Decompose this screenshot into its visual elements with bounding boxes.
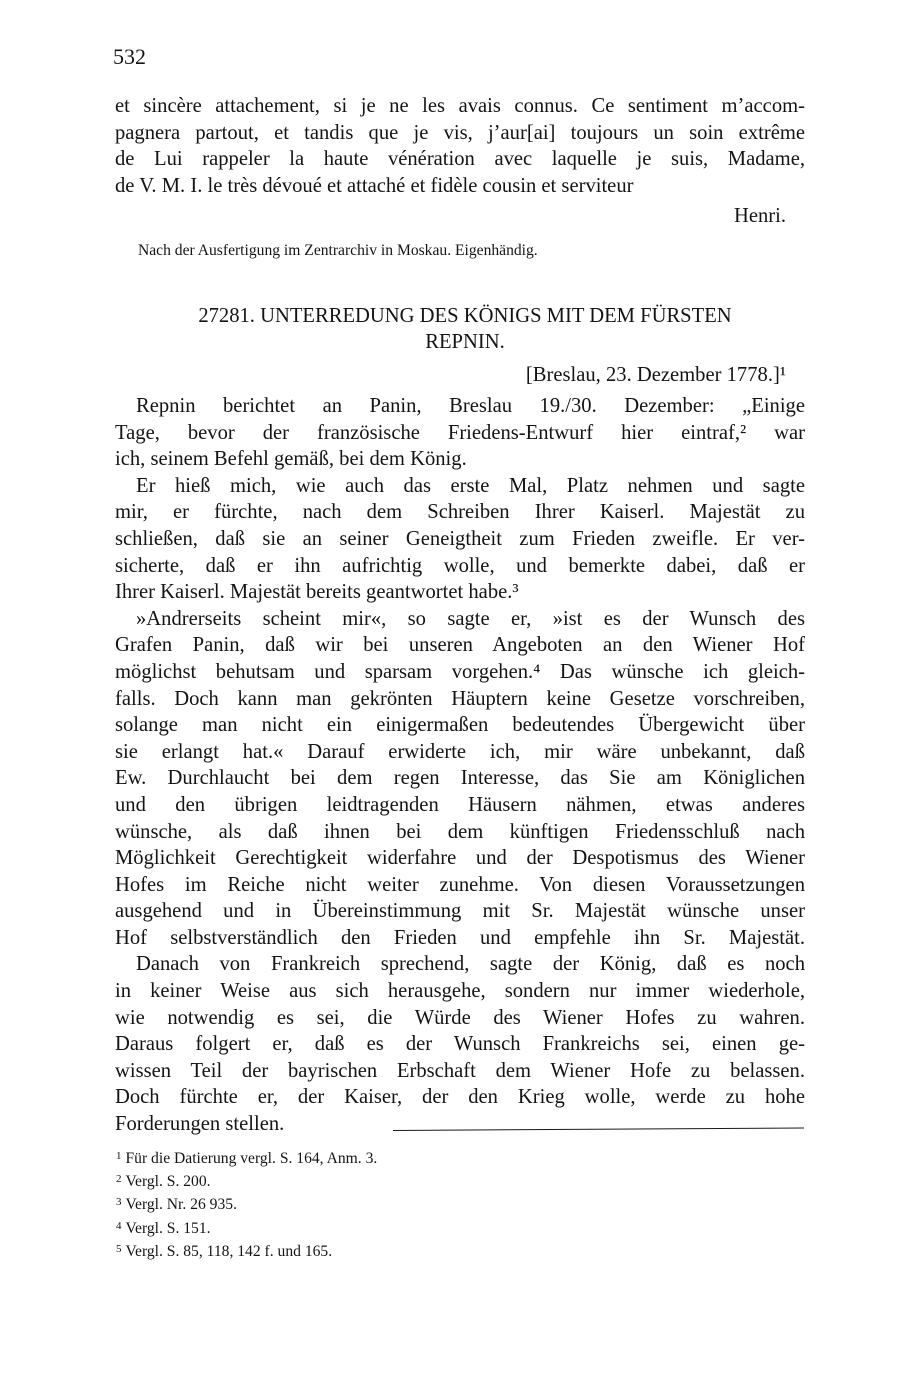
text-line: ich, seinem Befehl gemäß, bei dem König. bbox=[115, 448, 467, 471]
paragraph-3 bbox=[115, 606, 805, 952]
text-line: Forderungen stellen. bbox=[115, 1113, 285, 1136]
footnote-mark: 1 bbox=[116, 1150, 122, 1162]
document-dateline: [Breslau, 23. Dezember 1778.]¹ bbox=[525, 364, 786, 386]
footnote-text: Vergl. Nr. 26 935. bbox=[125, 1196, 237, 1214]
letter-signature: Henri. bbox=[733, 205, 786, 227]
text-line: Repnin berichtet an Panin, Breslau 19./30. Dezember: „Einige bbox=[136, 395, 805, 417]
source-note: Nach der Ausfertigung im Zentrarchiv in Moskau. Eigenhändig. bbox=[138, 242, 538, 259]
text-line: pagnera partout, et tandis que je vis, j’aur[ai] toujours un soin extrême bbox=[115, 121, 805, 144]
text-line: Daraus folgert er, daß es der Wunsch Frankreichs sei, einen ge- bbox=[115, 1033, 805, 1056]
text-line: mir, er fürchte, nach dem Schreiben Ihrer Kaiserl. Majestät zu bbox=[115, 501, 805, 524]
footnote-text: Vergl. S. 151. bbox=[125, 1219, 211, 1237]
footnote-mark: 3 bbox=[116, 1196, 122, 1209]
text-line: Tage, bevor der französische Friedens-Entwurf hier eintraf,² war bbox=[115, 421, 805, 444]
footnote bbox=[116, 1215, 716, 1238]
text-line: Ihrer Kaiserl. Majestät bereits geantwortet habe.³ bbox=[115, 581, 519, 604]
text-line: et sincère attachement, si je ne les avais connus. Ce sentiment m’accom- bbox=[115, 95, 805, 117]
text-line: Danach von Frankreich sprechend, sagte der König, daß es noch bbox=[136, 953, 805, 976]
letter-closing-text bbox=[115, 93, 805, 199]
text-line: und den übrigen leidtragenden Häusern nähmen, etwas anderes bbox=[115, 793, 805, 816]
footnote-text: Vergl. S. 85, 118, 142 f. und 165. bbox=[125, 1242, 333, 1260]
footnote bbox=[116, 1168, 716, 1191]
footnote bbox=[116, 1238, 716, 1261]
text-line: de Lui rappeler la haute vénération avec laquelle je suis, Madame, bbox=[115, 148, 805, 171]
footnotes bbox=[116, 1145, 716, 1261]
text-line: de V. M. I. le très dévoué et attaché et fidèle cousin et serviteur bbox=[115, 174, 634, 197]
paragraph-2 bbox=[115, 473, 805, 606]
text-line: Möglichkeit Gerechtigkeit widerfahre und der Despotismus des Wiener bbox=[115, 847, 805, 870]
paragraph-4 bbox=[115, 951, 805, 1137]
footnote-text: Für die Datierung vergl. S. 164, Anm. 3. bbox=[125, 1150, 378, 1167]
text-line: ausgehend und in Übereinstimmung mit Sr. Majestät wünsche unser bbox=[115, 900, 805, 923]
document-heading-line: 27281. UNTERREDUNG DES KÖNIGS MIT DEM FÜRSTEN bbox=[198, 305, 732, 327]
text-line: Doch fürchte er, der Kaiser, der den Krieg wolle, werde zu hohe bbox=[115, 1086, 805, 1109]
document-heading bbox=[130, 303, 800, 355]
text-line: Er hieß mich, wie auch das erste Mal, Platz nehmen und sagte bbox=[136, 474, 805, 497]
footnote-mark: 5 bbox=[116, 1242, 122, 1255]
text-line: falls. Doch kann man gekrönten Häuptern keine Gesetze vorschreiben, bbox=[115, 687, 805, 710]
footnote-mark: 2 bbox=[116, 1173, 122, 1186]
footnote bbox=[116, 1145, 716, 1168]
text-line: sie erlangt hat.« Darauf erwiderte ich, mir wäre unbekannt, daß bbox=[115, 740, 805, 763]
footnote-text: Vergl. S. 200. bbox=[125, 1173, 211, 1191]
text-line: solange man nicht ein einigermaßen bedeutendes Übergewicht über bbox=[115, 714, 805, 737]
text-line: Ew. Durchlaucht bei dem regen Interesse, das Sie am Königlichen bbox=[115, 767, 805, 790]
text-line: Grafen Panin, daß wir bei unseren Angeboten an den Wiener Hof bbox=[115, 634, 805, 657]
page-number: 532 bbox=[113, 44, 146, 69]
text-line: »Andrerseits scheint mir«, so sagte er, »ist es der Wunsch des bbox=[136, 607, 805, 630]
text-line: möglichst behutsam und sparsam vorgehen.⁴ Das wünsche ich gleich- bbox=[115, 660, 805, 683]
text-line: wünsche, als daß ihnen bei dem künftigen Friedensschluß nach bbox=[115, 820, 805, 843]
footnote bbox=[116, 1191, 716, 1214]
footnote-mark: 4 bbox=[116, 1219, 122, 1232]
text-line: in keiner Weise aus sich herausgehe, sondern nur immer wiederhole, bbox=[115, 980, 805, 1003]
text-line: Hofes im Reiche nicht weiter zunehme. Von diesen Voraussetzungen bbox=[115, 873, 805, 896]
text-line: Hof selbstverständlich den Frieden und empfehle ihn Sr. Majestät. bbox=[115, 926, 805, 949]
text-line: schließen, daß sie an seiner Geneigtheit zum Frieden zweifle. Er ver- bbox=[115, 527, 805, 550]
paragraph-1 bbox=[115, 393, 805, 473]
document-heading-line: REPNIN. bbox=[425, 331, 505, 353]
text-line: wie notwendig es sei, die Würde des Wiener Hofes zu wahren. bbox=[115, 1006, 805, 1029]
text-line: sicherte, daß er ihn aufrichtig wolle, und bemerkte dabei, daß er bbox=[115, 554, 805, 577]
body-text bbox=[115, 393, 805, 1138]
text-line: wissen Teil der bayrischen Erbschaft dem Wiener Hofe zu belassen. bbox=[115, 1059, 805, 1082]
